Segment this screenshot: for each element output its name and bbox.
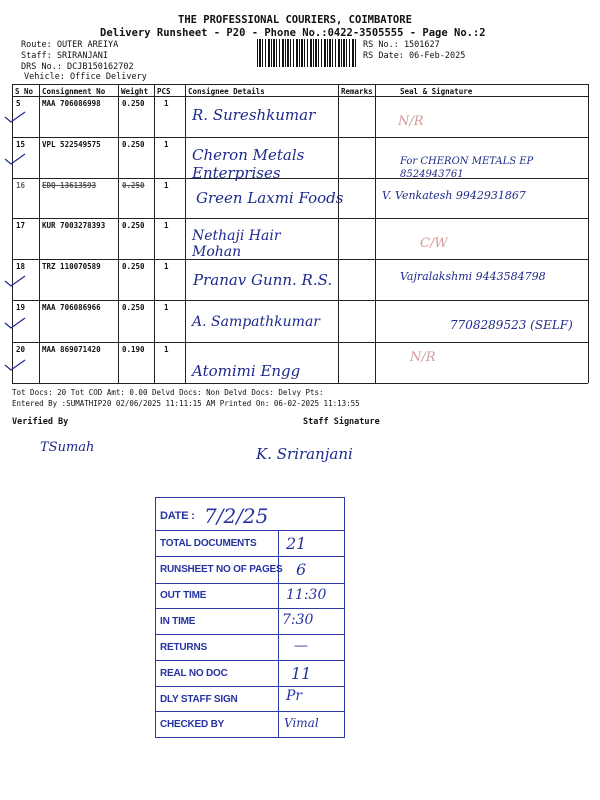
row-sno: 15 (16, 140, 26, 149)
drs-label: DRS No.: DCJB150162702 (21, 62, 134, 72)
stamp-label: DLY STAFF SIGN (160, 694, 238, 705)
stamp-label: REAL NO DOC (160, 668, 228, 679)
rs-date: RS Date: 06-Feb-2025 (363, 51, 466, 61)
row-sno: 19 (16, 303, 26, 312)
row-pcs: 1 (164, 221, 169, 230)
staff-label: Staff: SRIRANJANI (21, 51, 108, 61)
checkmark-icon (4, 108, 26, 120)
totals-line: Tot Docs: 20 Tot COD Amt: 0.00 Delvd Docs: Non Delvd Docs: Delvy Pts: (12, 388, 324, 397)
runsheet-subtitle: Delivery Runsheet - P20 - Phone No.:0422-3505555 - Page No.:2 (100, 27, 486, 39)
entered-by-line: Entered By :SUMATHIP20 02/06/2025 11:11:15 AM Printed On: 06-02-2025 11:13:55 (12, 399, 360, 408)
row-consignment: MAA 706086966 (42, 303, 101, 312)
row-seal: N/R (398, 114, 424, 129)
staff-signature: K. Sriranjani (256, 445, 353, 463)
row-weight: 0.250 (122, 303, 145, 312)
stamp-value: — (294, 638, 308, 654)
row-consignee: Pranav Gunn. R.S. (193, 271, 333, 289)
verified-signature: TSumah (40, 440, 95, 455)
row-consignee: A. Sampathkumar (192, 314, 320, 330)
row-pcs: 1 (164, 140, 169, 149)
stamp-value: Pr (286, 688, 303, 704)
checkmark-icon (4, 356, 26, 368)
staff-signature-label: Staff Signature (303, 417, 380, 427)
row-consignment: VPL 522549575 (42, 140, 101, 149)
row-seal: V. Venkatesh 9942931867 (382, 189, 526, 202)
row-consignment: EDQ 13613593 (42, 181, 97, 190)
row-sno: 18 (16, 262, 26, 271)
row-consignment: TRZ 110070589 (42, 262, 101, 271)
checkmark-icon (4, 150, 26, 162)
row-seal: C/W (420, 236, 448, 251)
row-weight: 0.250 (122, 181, 145, 190)
vehicle-label: Vehicle: Office Delivery (24, 72, 147, 82)
row-seal: 7708289523 (SELF) (450, 318, 573, 332)
row-pcs: 1 (164, 99, 169, 108)
row-consignment: MAA 869071420 (42, 345, 101, 354)
rs-no: RS No.: 1501627 (363, 40, 440, 50)
stamp-value: Vimal (284, 716, 319, 730)
stamp-value: 21 (286, 534, 307, 553)
row-consignment: MAA 706086998 (42, 99, 101, 108)
row-weight: 0.250 (122, 140, 145, 149)
row-pcs: 1 (164, 262, 169, 271)
row-sno: 20 (16, 345, 26, 354)
col-header-remarks: Remarks (341, 87, 373, 96)
delivery-stamp (155, 497, 345, 738)
row-weight: 0.250 (122, 99, 145, 108)
verified-by-label: Verified By (12, 417, 69, 427)
stamp-label: OUT TIME (160, 590, 207, 601)
col-header-seal: Seal & Signature (400, 87, 473, 96)
barcode (257, 39, 357, 67)
col-header-consignment: Consignment No (42, 87, 106, 96)
stamp-label: CHECKED BY (160, 719, 225, 730)
row-sno: 5 (16, 99, 21, 108)
checkmark-icon (4, 314, 26, 326)
stamp-value: 11 (291, 664, 312, 683)
row-pcs: 1 (164, 303, 169, 312)
row-consignee: Atomimi Engg (192, 362, 301, 380)
stamp-date-value: 7/2/25 (204, 504, 269, 528)
stamp-label: RUNSHEET NO OF PAGES (160, 564, 283, 575)
row-sno: 17 (16, 221, 26, 230)
col-header-consignee: Consignee Details (188, 87, 265, 96)
checkmark-icon (4, 272, 26, 284)
col-header-sno: S No (15, 87, 34, 96)
row-weight: 0.250 (122, 221, 145, 230)
row-consignee: R. Sureshkumar (192, 106, 316, 124)
row-consignee: Green Laxmi Foods (196, 189, 344, 207)
stamp-value: 6 (296, 560, 307, 579)
stamp-value: 11:30 (286, 587, 327, 603)
stamp-label: TOTAL DOCUMENTS (160, 538, 257, 549)
row-seal: N/R (410, 350, 436, 365)
col-header-weight: Weight (121, 87, 149, 96)
row-seal: Vajralakshmi 9443584798 (400, 270, 546, 283)
stamp-label: IN TIME (160, 616, 196, 627)
stamp-label: RETURNS (160, 642, 207, 653)
stamp-date-label: DATE : (160, 510, 195, 522)
row-weight: 0.250 (122, 262, 145, 271)
row-consignee: Cheron Metals Enterprises (192, 146, 305, 182)
row-consignment: KUR 7003278393 (42, 221, 106, 230)
row-weight: 0.190 (122, 345, 145, 354)
row-sno: 16 (16, 181, 26, 190)
row-pcs: 1 (164, 181, 169, 190)
col-header-pcs: PCS (157, 87, 171, 96)
company-title: THE PROFESSIONAL COURIERS, COIMBATORE (178, 14, 412, 26)
route-label: Route: OUTER AREIYA (21, 40, 119, 50)
row-seal: For CHERON METALS EP 8524943761 (400, 156, 534, 180)
row-consignee: Nethaji Hair Mohan (192, 228, 281, 260)
stamp-value: 7:30 (282, 612, 314, 628)
row-pcs: 1 (164, 345, 169, 354)
